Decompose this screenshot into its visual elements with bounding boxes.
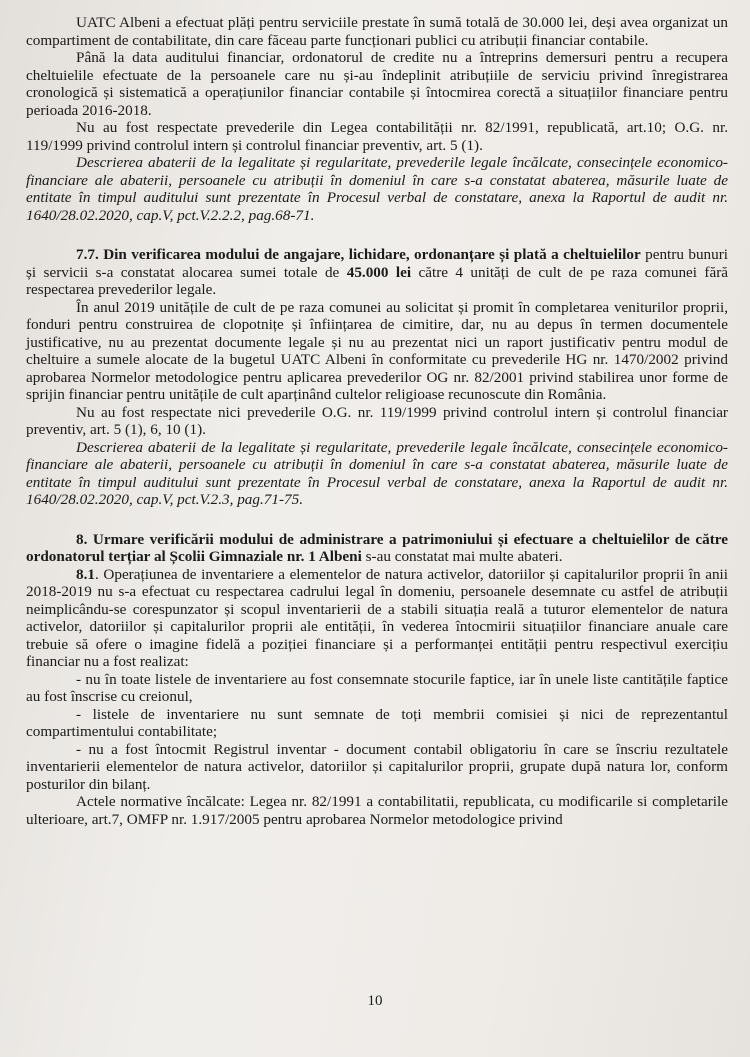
- section-8-text: s-au constatat mai multe abateri.: [365, 548, 563, 565]
- paragraph-payments: UATC Albeni a efectuat plăți pentru serviciile prestate în sumă totală de 30.000 lei, deși avea organizat un compartiment de contabilitate, din care făceau parte funcționari publici cu atribuții financiar contabile.: [26, 14, 728, 49]
- paragraph-og-breach: Nu au fost respectate nici prevederile O.G. nr. 119/1999 privind controlul intern și controlul financiar preventiv, art. 5 (1), 6, 10 (1).: [26, 403, 728, 438]
- paragraph-normative-acts: Actele normative încălcate: Legea nr. 82/1991 a contabilitatii, republicata, cu modificarile si completarile ulterioare, art.7, OMFP nr. 1.917/2005 pentru aprobarea Normelor metodologice privind: [26, 793, 728, 828]
- bullet-item: - nu în toate listele de inventariere au fost consemnate stocurile faptice, iar în unele liste cantitățile faptice au fost înscrise cu creionul,: [26, 670, 728, 705]
- paragraph-description-italic-1: Descrierea abaterii de la legalitate și regularitate, prevederile legale încălcate, consecințele economico-financiare ale abaterii, persoanele cu atribuții în domeniul în care s-a constatat abaterea, măsurile luate de entitate în timpul auditului sunt prezentate în Procesul verbal de constatare, anexa la Raportul de audit nr. 1640/28.02.2020, cap.V, pct.V.2.2.2, pag.68-71.: [26, 154, 728, 224]
- section-8-1: [26, 566, 728, 671]
- paragraph-recovery: Până la data auditului financiar, ordonatorul de credite nu a întreprins demersuri pentru a recupera cheltuielile efectuate de la persoanele care nu și-au îndeplinit atribuțiile de serviciu privind înregistrarea cronologică și sistematică a operațiunilor financiar contabile și întocmirea corectă a situațiilor financiare pentru perioada 2016-2018.: [26, 49, 728, 119]
- section-7-7-heading: Din verificarea modului de angajare, lichidare, ordonanțare și plată a cheltuielilor: [103, 246, 641, 263]
- section-8-heading: 8. Urmare verificării modului de administrare a patrimoniului și efectuare a cheltuielilor de către ordonatorul terțiar al Școlii Gimnaziale nr. 1 Albeni: [26, 530, 728, 565]
- paragraph-cult-units: În anul 2019 unitățile de cult de pe raza comunei au solicitat și promit în completarea veniturilor proprii, fonduri pentru construirea de clopotnițe și înființarea de cimitire, dar, nu au depus în termen documentele justificative, nu au prezentat documente legale și nu au prezentat nici un raport justificativ pentru modul de cheltuire a sumele alocate de la bugetul UATC Albeni în conformitate cu prevederile HG nr. 1470/2002 privind aprobarea Normelor metodologice pentru aplicarea prevederilor OG nr. 82/2001 privind stabilirea unor forme de sprijin financiar pentru unitățile de cult aparținând cultelor religioase recunoscute din România.: [26, 298, 728, 403]
- section-7-7-amount: 45.000 lei: [346, 263, 412, 281]
- section-7-7: [26, 246, 728, 299]
- section-7-7-text-b: către 4 unități de cult de pe raza comunei fără respectarea prevederilor legale.: [26, 263, 729, 298]
- bullet-item: - listele de inventariere nu sunt semnate de toți membrii comisiei și nici de reprezentantul compartimentului contabilitate;: [26, 705, 728, 740]
- section-8-1-text: . Operațiunea de inventariere a elementelor de natura activelor, datoriilor și capitalurilor proprii în anii 2018-2019 nu s-a efectuat cu respectarea cadrului legal în domeniu, persoanele desemnate cu astfel de atribuții neimplicându-se corespunzator și scopul inventarierii de a stabili situația reală a tuturor elementelor de natura activelor, datoriilor și capitalurilor proprii ale entității, în vederea întocmirii situațiilor financiare anuale care trebuie să ofere o imagine fidelă a poziției financiare și a performanței entității pentru respectivul exercițiu financiar nu a fost realizat:: [26, 565, 728, 670]
- paragraph-legal-breach: Nu au fost respectate prevederile din Legea contabilității nr. 82/1991, republicată, art.10; O.G. nr. 119/1999 privind controlul intern și controlul financiar preventiv, art. 5 (1).: [26, 119, 728, 154]
- section-7-7-text-a: pentru bunuri și servicii s-a constatat alocarea sumei totale de: [26, 246, 728, 281]
- section-8: [26, 531, 728, 566]
- bullet-item: - nu a fost întocmit Registrul inventar - document contabil obligatoriu în care se înscriu rezultatele inventarierii elementelor de natura activelor, datoriilor și capitalurilor proprii, grupate după natura lor, conform posturilor din bilanț.: [26, 740, 728, 793]
- paragraph-description-italic-2: Descrierea abaterii de la legalitate și regularitate, prevederile legale încălcate, consecințele economico-financiare ale abaterii, persoanele cu atribuții în domeniul în care s-a constatat abaterea, măsurile luate de entitate în timpul auditului sunt prezentate în Procesul verbal de constatare, anexa la Raportul de audit nr. 1640/28.02.2020, cap.V, pct.V.2.3, pag.71-75.: [26, 438, 728, 508]
- section-7-7-number: 7.7.: [76, 246, 99, 263]
- spacer: [26, 509, 728, 531]
- section-8-1-number: 8.1: [76, 565, 95, 583]
- spacer: [26, 224, 728, 246]
- page-number: 10: [367, 993, 383, 1009]
